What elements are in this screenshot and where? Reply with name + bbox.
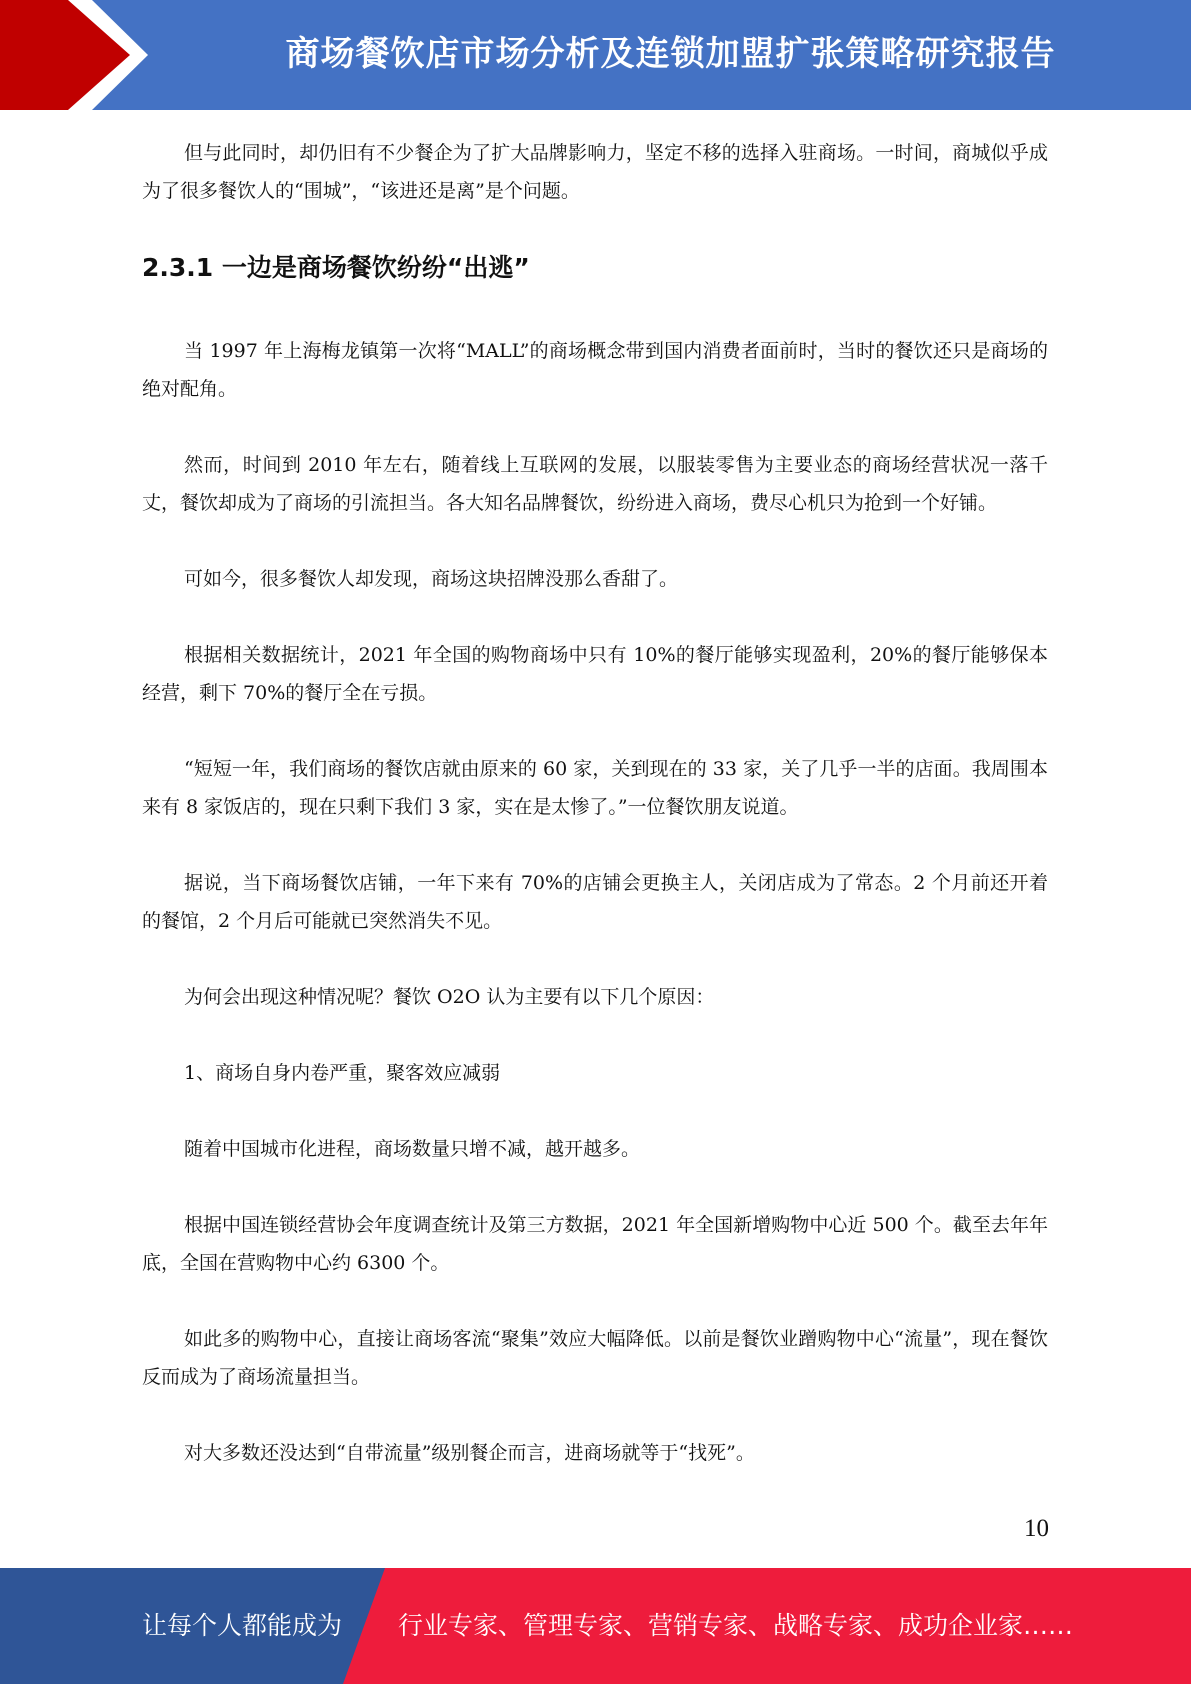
body-paragraph: “短短一年，我们商场的餐饮店就由原来的 60 家，关到现在的 33 家，关了几乎一半的店面。我周围本来有 8 家饭店的，现在只剩下我们 3 家，实在是太惨了。”一位餐饮朋友说道。 (142, 758, 1048, 818)
report-title: 商场餐饮店市场分析及连锁加盟扩张策略研究报告 (285, 34, 1056, 74)
footer-slogan-left: 让每个人都能成为 (142, 1611, 343, 1640)
body-paragraph: 可如今，很多餐饮人却发现，商场这块招牌没那么香甜了。 (184, 568, 679, 590)
body-paragraph: 根据相关数据统计，2021 年全国的购物商场中只有 10%的餐厅能够实现盈利，20%的餐厅能够保本经营，剩下 70%的餐厅全在亏损。 (142, 644, 1048, 704)
body-paragraph: 据说，当下商场餐饮店铺，一年下来有 70%的店铺会更换主人，关闭店成为了常态。2 个月前还开着的餐馆，2 个月后可能就已突然消失不见。 (142, 872, 1048, 932)
body-paragraph: 如此多的购物中心，直接让商场客流“聚集”效应大幅降低。以前是餐饮业蹭购物中心“流量”，现在餐饮反而成为了商场流量担当。 (142, 1328, 1048, 1388)
body-paragraph: 随着中国城市化进程，商场数量只增不减，越开越多。 (184, 1138, 641, 1160)
body-paragraph: 对大多数还没达到“自带流量”级别餐企而言，进商场就等于“找死”。 (184, 1442, 755, 1464)
intro-paragraph: 但与此同时，却仍旧有不少餐企为了扩大品牌影响力，坚定不移的选择入驻商场。一时间，商城似乎成为了很多餐饮人的“围城”，“该进还是离”是个问题。 (142, 142, 1048, 202)
body-paragraph: 当 1997 年上海梅龙镇第一次将“MALL”的商场概念带到国内消费者面前时，当时的餐饮还只是商场的绝对配角。 (142, 340, 1048, 400)
header-chevron-decoration (0, 0, 170, 110)
document-body (142, 134, 1048, 1510)
list-item-heading: 1、商场自身内卷严重，聚客效应减弱 (184, 1062, 501, 1084)
body-paragraph: 为何会出现这种情况呢？餐饮 O2O 认为主要有以下几个原因： (184, 986, 715, 1008)
page-number: 10 (1024, 1515, 1049, 1542)
footer-slogan-right: 行业专家、管理专家、营销专家、战略专家、成功企业家…… (398, 1611, 1074, 1640)
section-heading: 2.3.1 一边是商场餐饮纷纷“出逃” (142, 253, 530, 282)
body-paragraph: 根据中国连锁经营协会年度调查统计及第三方数据，2021 年全国新增购物中心近 500 个。截至去年年底，全国在营购物中心约 6300 个。 (142, 1214, 1048, 1274)
page-footer (0, 1568, 1191, 1684)
body-paragraph: 然而，时间到 2010 年左右，随着线上互联网的发展，以服装零售为主要业态的商场经营状况一落千丈，餐饮却成为了商场的引流担当。各大知名品牌餐饮，纷纷进入商场，费尽心机只为抢到一个好铺。 (142, 454, 1048, 514)
page-header (0, 0, 1191, 110)
